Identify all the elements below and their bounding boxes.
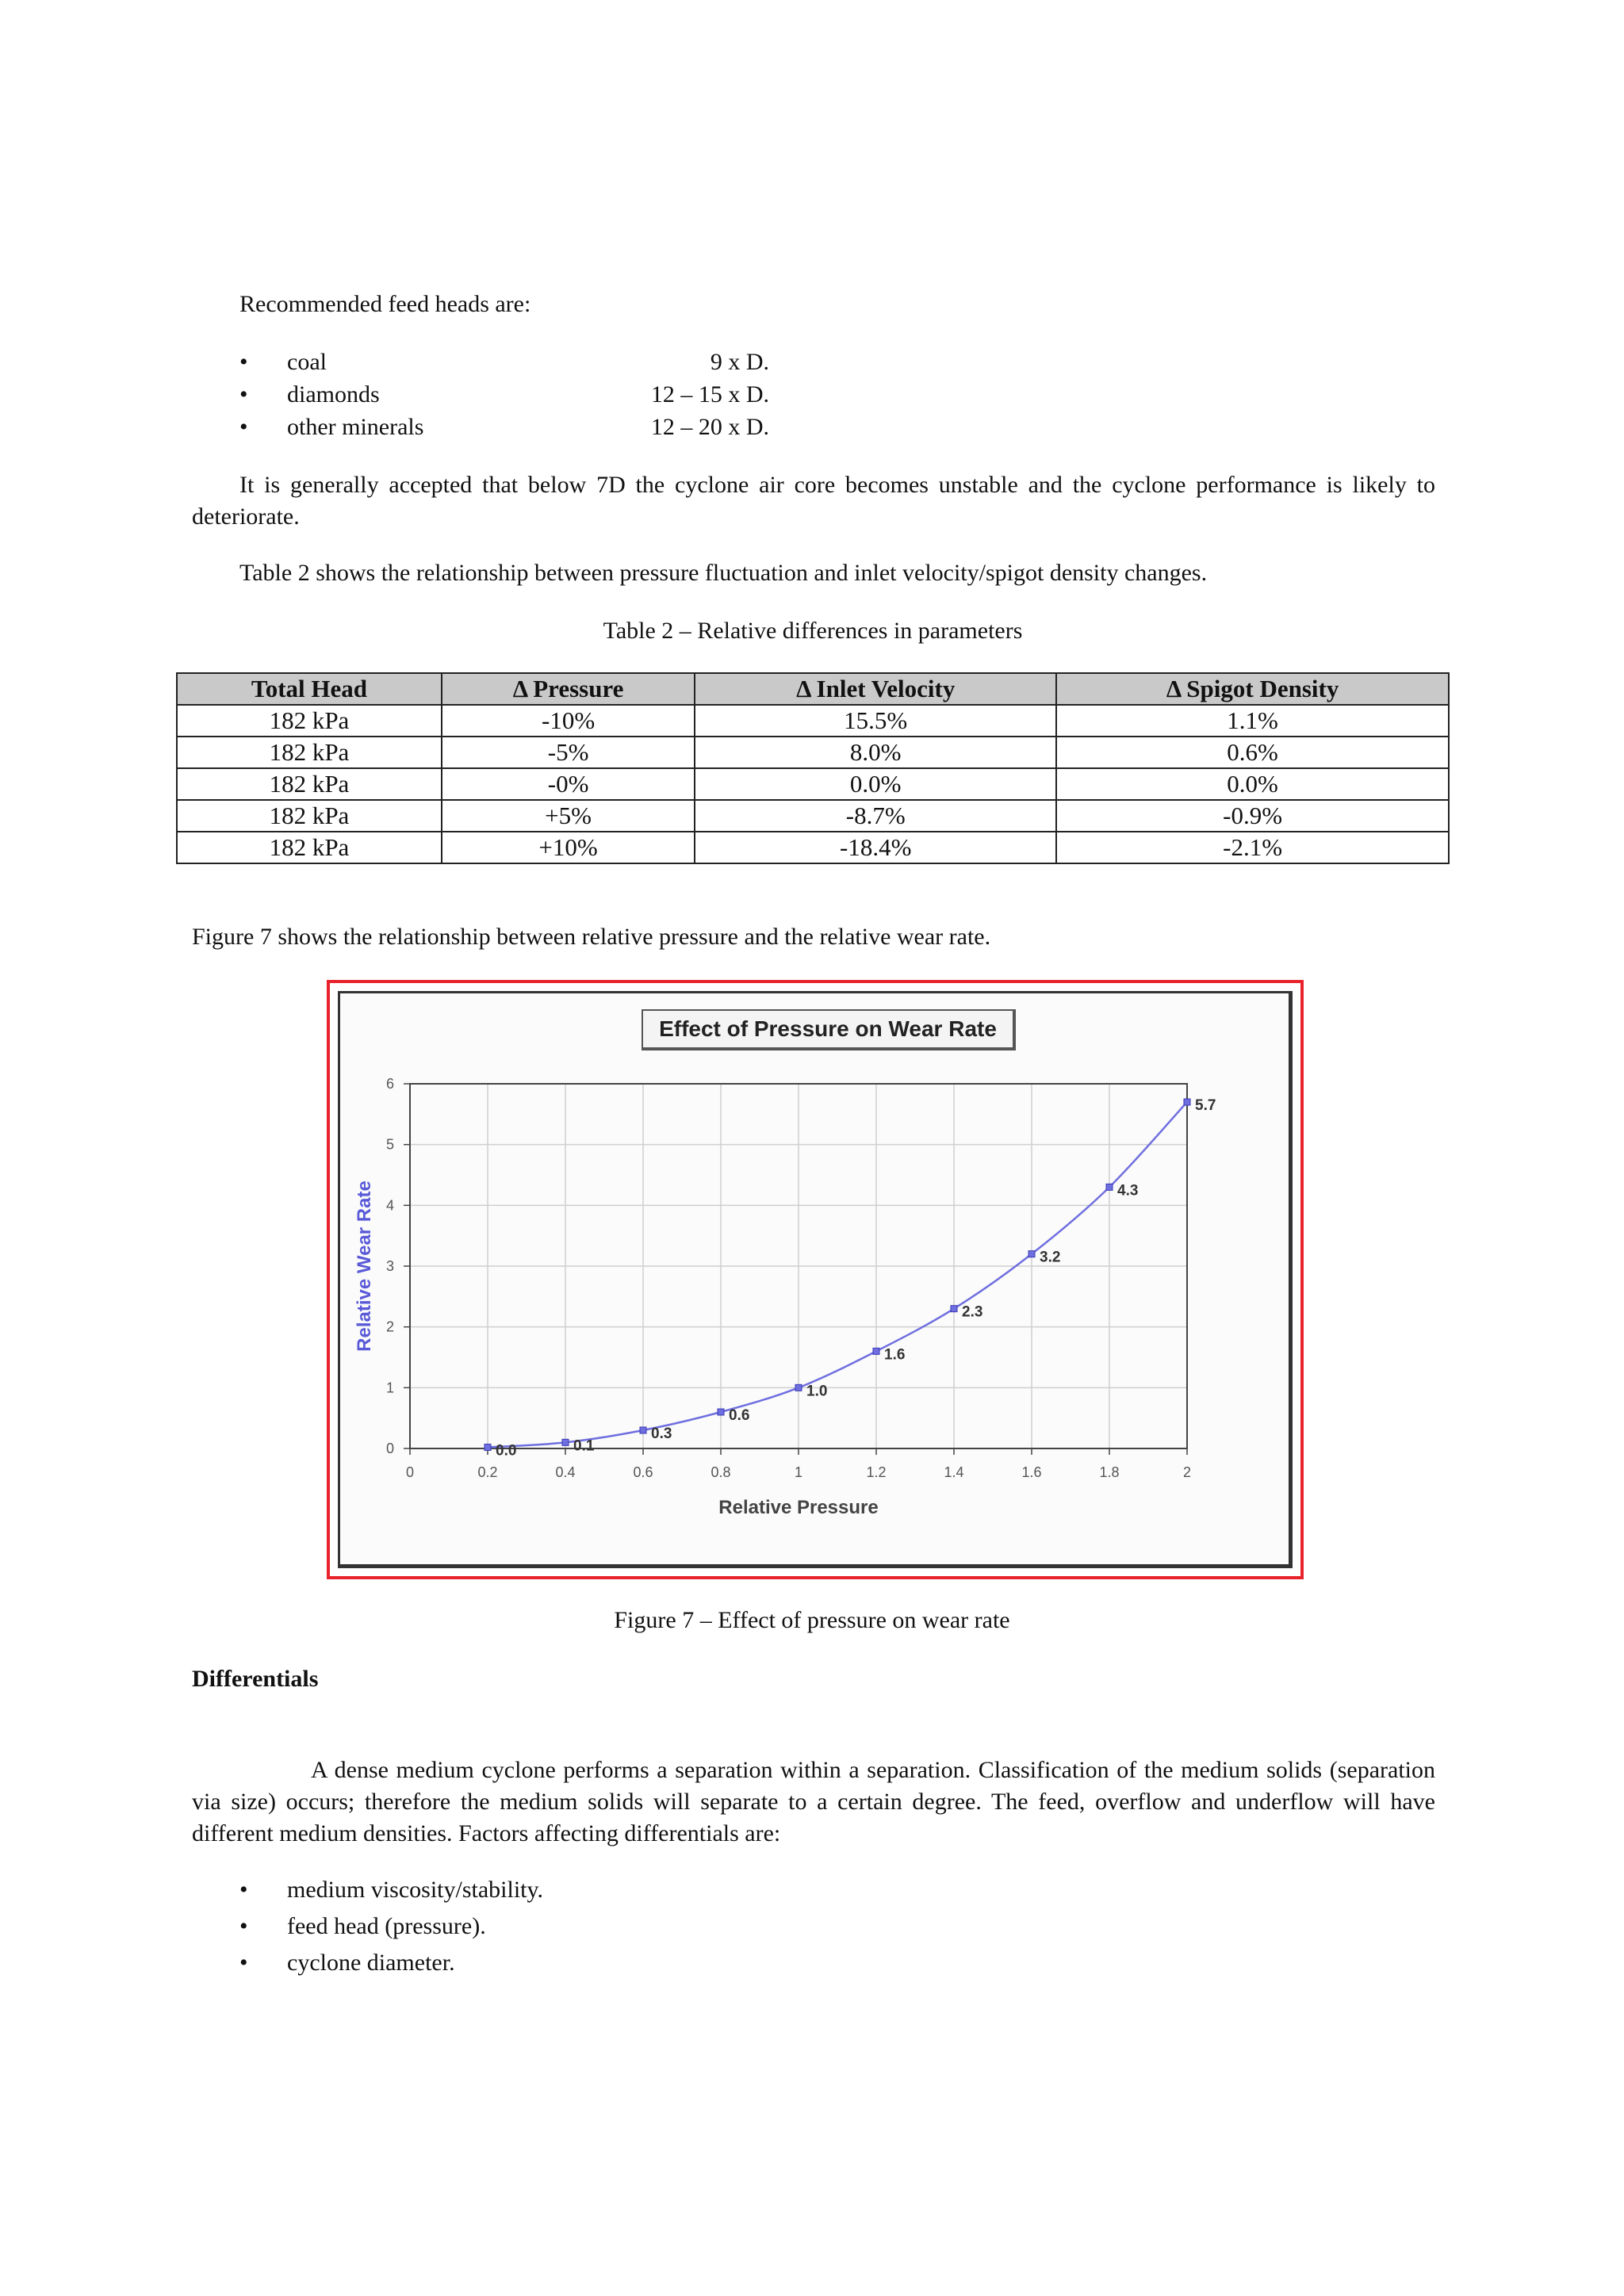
feed-head-value: 12 – 20 x D. [650, 414, 769, 440]
table-cell: 182 kPa [177, 737, 442, 768]
bullet-icon: • [239, 381, 248, 408]
table-cell: 182 kPa [177, 832, 442, 863]
data-label: 1.6 [884, 1346, 906, 1364]
bullet-icon: • [239, 1877, 248, 1903]
x-tick-label: 0 [405, 1464, 415, 1480]
x-axis-label: Relative Pressure [718, 1497, 879, 1518]
data-label: 4.3 [1117, 1182, 1139, 1200]
table-cell: 8.0% [695, 737, 1056, 768]
data-point [1184, 1099, 1190, 1105]
table-caption: Table 2 – Relative differences in parameters [603, 618, 1023, 644]
chart-panel [338, 991, 1293, 1568]
figure-frame [327, 980, 1304, 1579]
table-cell: 182 kPa [177, 705, 442, 737]
data-label: 5.7 [1195, 1097, 1216, 1114]
data-points [485, 1097, 1216, 1459]
bullet-icon: • [239, 349, 248, 375]
list-item: feed head (pressure). [287, 1913, 486, 1939]
data-label: 2.3 [962, 1303, 983, 1321]
data-label: 0.1 [573, 1437, 595, 1455]
axis-ticks [386, 1076, 1191, 1480]
y-tick-label: 5 [385, 1136, 394, 1153]
table-cell: -2.1% [1056, 832, 1449, 863]
x-tick-label: 1.4 [944, 1464, 964, 1480]
intro-text: Recommended feed heads are: [239, 291, 531, 317]
column-header: Δ Spigot Density [1056, 673, 1449, 705]
data-point [951, 1306, 957, 1312]
chart-grid [410, 1084, 1187, 1448]
table-row [177, 768, 1449, 800]
table-cell: -0.9% [1056, 800, 1449, 832]
table-cell: -0% [442, 768, 695, 800]
data-point [873, 1348, 879, 1354]
x-tick-label: 1.8 [1099, 1464, 1120, 1480]
bullet-icon: • [239, 1950, 248, 1976]
wear-rate-chart [340, 993, 1290, 1566]
feed-head-material: other minerals [287, 414, 424, 440]
data-point [795, 1384, 802, 1391]
data-label: 0.3 [651, 1425, 672, 1442]
y-tick-label: 1 [385, 1380, 394, 1396]
table-cell: 182 kPa [177, 768, 442, 800]
figure-caption: Figure 7 – Effect of pressure on wear rate [614, 1607, 1010, 1633]
x-tick-label: 0.4 [555, 1464, 576, 1480]
column-header: Δ Inlet Velocity [695, 673, 1056, 705]
table-row [177, 800, 1449, 832]
table-cell: 0.0% [1056, 768, 1449, 800]
table-cell: +10% [442, 832, 695, 863]
x-tick-label: 1.6 [1021, 1464, 1042, 1480]
data-label: 0.0 [496, 1442, 517, 1460]
bullet-icon: • [239, 1913, 248, 1939]
x-tick-label: 0.6 [633, 1464, 653, 1480]
table-row [177, 832, 1449, 863]
data-point [1028, 1251, 1035, 1257]
y-tick-label: 6 [385, 1076, 394, 1092]
paragraph-table-ref: Table 2 shows the relationship between pressure fluctuation and inlet velocity/spigot density changes. [239, 560, 1208, 586]
series-line [488, 1102, 1187, 1447]
table-cell: -18.4% [695, 832, 1056, 863]
list-item: medium viscosity/stability. [287, 1877, 544, 1903]
paragraph-air-core: It is generally accepted that below 7D the cyclone air core becomes unstable and the cyclone performance is likely to deteriorate. [192, 472, 1435, 530]
table-cell: -10% [442, 705, 695, 737]
y-tick-label: 4 [385, 1197, 394, 1214]
data-point [1106, 1184, 1113, 1190]
table-cell: 0.6% [1056, 737, 1449, 768]
paragraph-differentials: A dense medium cyclone performs a separation within a separation. Classification of the medium solids (separation via size) occurs; therefore the medium solids will separate to a certain degree. The feed, overflow and underflow will have different medium densities. Factors affecting differentials are: [192, 1757, 1435, 1846]
table-cell: 182 kPa [177, 800, 442, 832]
chart-title: Effect of Pressure on Wear Rate [642, 1009, 1016, 1050]
data-point [485, 1444, 491, 1450]
data-label: 1.0 [806, 1383, 828, 1400]
data-point [562, 1439, 569, 1445]
table-row [177, 705, 1449, 737]
paragraph-figure-ref: Figure 7 shows the relationship between relative pressure and the relative wear rate. [192, 924, 991, 950]
data-label: 0.6 [729, 1407, 750, 1424]
table-cell: 15.5% [695, 705, 1056, 737]
bullet-icon: • [239, 414, 248, 440]
parameters-table [176, 672, 1450, 864]
feed-head-material: diamonds [287, 381, 380, 408]
y-tick-label: 2 [385, 1318, 394, 1335]
table-row [177, 737, 1449, 768]
x-tick-label: 1 [794, 1464, 803, 1480]
feed-head-value: 12 – 15 x D. [650, 381, 769, 408]
feed-head-value: 9 x D. [710, 349, 769, 375]
table-header-row [177, 673, 1449, 705]
list-item: cyclone diameter. [287, 1950, 455, 1976]
section-heading: Differentials [192, 1666, 319, 1692]
table-cell: +5% [442, 800, 695, 832]
data-point [640, 1427, 646, 1433]
column-header: Total Head [177, 673, 442, 705]
table-cell: -5% [442, 737, 695, 768]
table-cell: -8.7% [695, 800, 1056, 832]
y-axis-label: Relative Wear Rate [354, 1181, 375, 1352]
y-tick-label: 0 [385, 1441, 394, 1456]
x-tick-label: 0.8 [710, 1464, 731, 1480]
data-label: 3.2 [1040, 1249, 1061, 1266]
x-tick-label: 1.2 [866, 1464, 887, 1480]
column-header: Δ Pressure [442, 673, 695, 705]
x-tick-label: 0.2 [477, 1464, 498, 1480]
table-cell: 0.0% [695, 768, 1056, 800]
table-cell: 1.1% [1056, 705, 1449, 737]
feed-head-material: coal [287, 349, 327, 375]
data-point [718, 1409, 724, 1415]
x-tick-label: 2 [1182, 1464, 1192, 1480]
y-tick-label: 3 [385, 1258, 394, 1274]
